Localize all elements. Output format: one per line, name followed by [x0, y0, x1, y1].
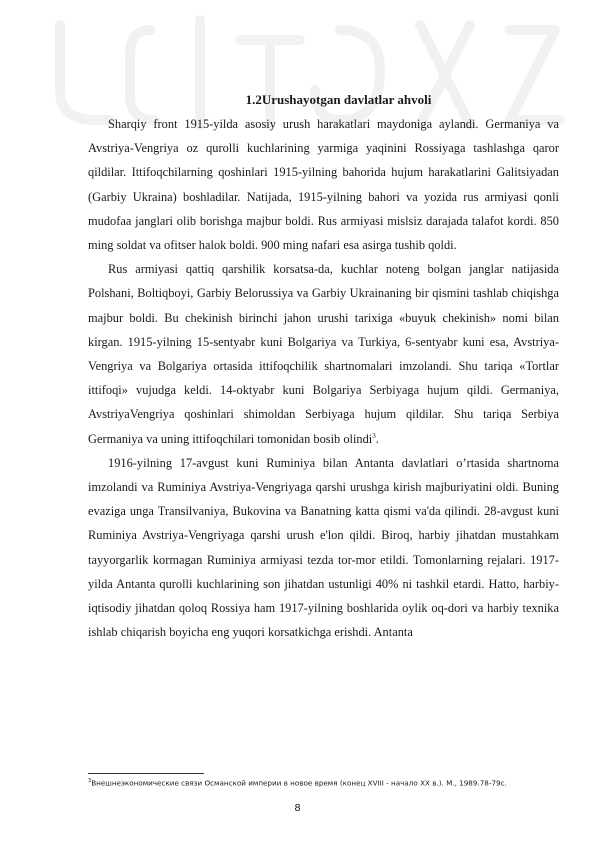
paragraph-2-text: Rus armiyasi qattiq qarshilik korsatsa-da, kuchlar noteng bolgan janglar natijasida Polshani, Boltiqboyi, Garbiy Belorussiya va Garbiy Ukrainaning bir qismini tashlab chiqishga majbur boldi. Bu chekinish birinchi jahon urushi tarixiga «buyuk chekinish» nomi bilan kirgan. 1915-yilning 15-sentyabr kuni Bolgariya va Turkiya, 6-sentyabr kuni esa, Avstriya-Vengriya va Bolgariya ortasida ittifoqchilik shartnomalari imzolandi. Shu tariqa «Tortlar ittifoqi» vujudga keldi. 14-oktyabr kuni Bolgariya Serbiyaga hujum qildi. Germaniya, AvstriyaVengriya qoshinlari shimoldan Serbiyaga hujum qildilar. Shu tariqa Serbiya Germaniya va uning ittifoqchilari tomonidan bosib olindi	[88, 262, 559, 446]
section-title: 1.2Urushayotgan davlatlar ahvoli	[245, 92, 432, 107]
footnote-text: Внешнеэкономические связи Османской империи в новое время (конец XVIII - начало XX в.). М., 1989.78-79с.	[91, 778, 507, 788]
paragraph-2	[88, 257, 559, 451]
footnote-marker: 3	[88, 778, 92, 784]
footnote-reference[interactable]: 3	[372, 431, 376, 440]
paragraph-1: Sharqiy front 1915-yilda asosiy urush harakatlari maydoniga aylandi. Germaniya va Avstriya-Vengriya oz qurolli kuchlarining yarmiga yaqinini Rossiyaga tashlashga qaror qildilar. Ittifoqchilarning qoshinlari 1915-yilning bahorida hujum harakatlarini Galitsiyadan (Garbiy Ukraina) boshladilar. Natijada, 1915-yilning bahori va yozida rus armiyasi qonli mudofaa janglari olib borishga majbur boldi. Rus armiyasi mislsiz darajada talafot kordi. 850 ming soldat va ofitser halok boldi. 900 ming nafari esa asirga tushib qoldi.	[88, 117, 559, 253]
footnote-reference-suffix: .	[375, 431, 379, 446]
footnote	[88, 776, 568, 788]
page-number: 8	[294, 803, 301, 814]
page-body	[88, 88, 559, 644]
paragraph-3: 1916-yilning 17-avgust kuni Ruminiya bilan Antanta davlatlari o’rtasida shartnoma imzolandi va Ruminiya Avstriya-Vengriyaga qarshi urushga kirish majburiyatini oldi. Buning evaziga unga Transilvaniya, Bukovina va Banatning katta qismi va'da qilindi. 28-avgust kuni Ruminiya Avstriya-Vengriyaga qarshi urush e'lon qildi. Biroq, harbiy jihatdan mustahkam tayyorgarlik kormagan Ruminiya armiyasi tezda tor-mor etildi. Tomonlarning rejalari. 1917-yilda Antanta qurolli kuchlarining son jihatdan ustunligi 40% ni tashkil etardi. Hatto, harbiy-iqtisodiy jihatdan qoloq Rossiya ham 1917-yilning boshlarida oylik oq-dori va harbiy texnika ishlab chiqarish boyicha eng yuqori korsatkichga erishdi. Antanta	[88, 455, 559, 640]
footnote-divider	[88, 773, 204, 774]
